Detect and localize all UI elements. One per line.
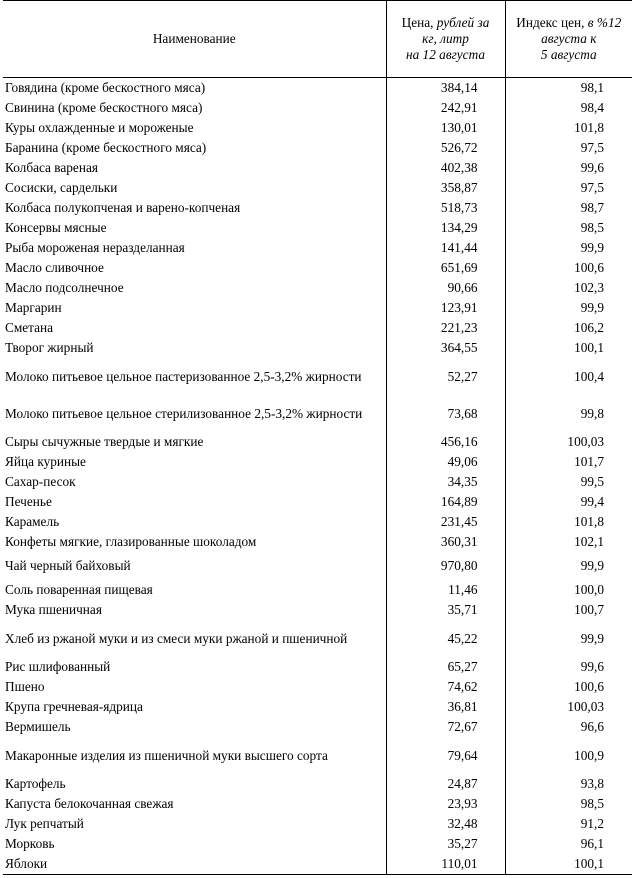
price-index-cell: 101,7 [505, 452, 632, 472]
price-cell: 231,45 [386, 512, 505, 532]
price-table [3, 0, 632, 875]
product-name-cell: Карамель [5, 514, 60, 529]
price-index-cell: 100,03 [505, 432, 632, 452]
product-name-cell: Макаронные изделия из пшеничной муки высшего сорта [5, 747, 328, 763]
price-index-cell: 98,7 [505, 198, 632, 218]
price-index-cell: 91,2 [505, 814, 632, 834]
header-price [386, 1, 505, 78]
price-cell: 24,87 [386, 774, 505, 794]
table-row [3, 600, 632, 620]
table-row [3, 178, 632, 198]
price-index-cell: 96,1 [505, 834, 632, 854]
header-index-line-1-plain: Индекс цен, [516, 15, 585, 30]
product-name-cell: Рис шлифованный [5, 659, 111, 674]
table-row [3, 717, 632, 737]
table-row [3, 532, 632, 552]
product-name-cell: Сосиски, сардельки [5, 180, 118, 195]
price-index-cell: 98,5 [505, 794, 632, 814]
header-index-line-1-italic: в %12 [587, 15, 622, 30]
price-cell: 36,81 [386, 697, 505, 717]
product-name-cell: Масло подсолнечное [5, 280, 124, 295]
price-cell: 123,91 [386, 298, 505, 318]
price-cell: 79,64 [386, 737, 505, 774]
table-row [3, 358, 632, 395]
product-name-cell: Конфеты мягкие, глазированные шоколадом [5, 534, 257, 549]
price-index-cell: 100,1 [505, 338, 632, 358]
price-cell: 35,27 [386, 834, 505, 854]
table-row [3, 657, 632, 677]
price-index-cell: 99,8 [505, 395, 632, 432]
product-name-cell: Мука пшеничная [5, 602, 102, 617]
price-cell: 130,01 [386, 118, 505, 138]
product-name-cell: Яйца куриные [5, 454, 86, 469]
table-row [3, 794, 632, 814]
header-price-line-1 [391, 15, 501, 31]
price-index-cell: 101,8 [505, 512, 632, 532]
table-row [3, 338, 632, 358]
table-row [3, 158, 632, 178]
product-name-cell: Вермишель [5, 719, 71, 734]
price-cell: 651,69 [386, 258, 505, 278]
price-cell: 141,44 [386, 238, 505, 258]
table-row [3, 118, 632, 138]
price-index-cell: 102,3 [505, 278, 632, 298]
product-name-cell: Свинина (кроме бескостного мяса) [5, 100, 203, 115]
product-name-cell: Молоко питьевое цельное пастеризованное 2,5-3,2% жирности [5, 368, 362, 384]
price-index-cell: 97,5 [505, 138, 632, 158]
product-name-cell: Сахар-песок [5, 474, 76, 489]
price-index-cell: 100,03 [505, 697, 632, 717]
header-price-line-3: на 12 августа [405, 47, 485, 62]
header-name-label: Наименование [152, 31, 236, 46]
price-cell: 110,01 [386, 854, 505, 875]
product-name-cell: Хлеб из ржаной муки и из смеси муки ржаной и пшеничной [5, 630, 348, 646]
price-cell: 49,06 [386, 452, 505, 472]
product-name-cell: Масло сливочное [5, 260, 104, 275]
table-row [3, 298, 632, 318]
table-row [3, 432, 632, 452]
header-index-line-1 [510, 15, 629, 31]
price-cell: 90,66 [386, 278, 505, 298]
price-index-cell: 99,9 [505, 620, 632, 657]
price-cell: 242,91 [386, 98, 505, 118]
price-cell: 11,46 [386, 580, 505, 600]
price-index-cell: 99,4 [505, 492, 632, 512]
price-index-cell: 100,4 [505, 358, 632, 395]
table-row [3, 737, 632, 774]
price-cell: 360,31 [386, 532, 505, 552]
header-row [3, 1, 632, 78]
product-name-cell: Колбаса вареная [5, 160, 98, 175]
price-cell: 23,93 [386, 794, 505, 814]
table-body [3, 78, 632, 875]
product-name-cell: Колбаса полукопченая и варено-копченая [5, 200, 241, 215]
price-index-cell: 100,6 [505, 258, 632, 278]
product-name-cell: Сыры сычужные твердые и мягкие [5, 434, 204, 449]
price-index-cell: 99,9 [505, 552, 632, 580]
price-index-cell: 98,1 [505, 78, 632, 99]
header-index-line-2: августа к [541, 31, 597, 46]
price-index-cell: 96,6 [505, 717, 632, 737]
table-row [3, 278, 632, 298]
product-name-cell: Морковь [5, 836, 55, 851]
price-cell: 35,71 [386, 600, 505, 620]
table-row [3, 552, 632, 580]
product-name-cell: Чай черный байховый [5, 558, 131, 573]
price-index-cell: 97,5 [505, 178, 632, 198]
product-name-cell: Капуста белокочанная свежая [5, 796, 174, 811]
product-name-cell: Консервы мясные [5, 220, 107, 235]
price-cell: 384,14 [386, 78, 505, 99]
header-price-line-2: кг, литр [422, 31, 469, 46]
price-index-cell: 99,6 [505, 158, 632, 178]
table-row [3, 318, 632, 338]
table-row [3, 198, 632, 218]
price-cell: 164,89 [386, 492, 505, 512]
table-row [3, 834, 632, 854]
price-cell: 134,29 [386, 218, 505, 238]
price-cell: 518,73 [386, 198, 505, 218]
product-name-cell: Молоко питьевое цельное стерилизованное 2,5-3,2% жирности [5, 405, 363, 421]
price-cell: 456,16 [386, 432, 505, 452]
price-cell: 402,38 [386, 158, 505, 178]
product-name-cell: Яблоки [3, 854, 386, 875]
price-index-cell: 93,8 [505, 774, 632, 794]
product-name-cell: Баранина (кроме бескостного мяса) [5, 140, 207, 155]
price-index-cell: 100,6 [505, 677, 632, 697]
table-row [3, 78, 632, 99]
table-row [3, 218, 632, 238]
price-cell: 364,55 [386, 338, 505, 358]
price-index-cell: 99,9 [505, 238, 632, 258]
header-index-line-3: 5 августа [540, 47, 597, 62]
price-index-cell: 100,9 [505, 737, 632, 774]
price-index-cell: 100,0 [505, 580, 632, 600]
table-row [3, 697, 632, 717]
table-row [3, 258, 632, 278]
product-name-cell: Картофель [5, 776, 66, 791]
table-row [3, 580, 632, 600]
product-name-cell: Соль поваренная пищевая [5, 582, 153, 597]
price-cell: 970,80 [386, 552, 505, 580]
table-header [3, 1, 632, 78]
product-name-cell: Печенье [5, 494, 52, 509]
price-cell: 358,87 [386, 178, 505, 198]
price-cell: 72,67 [386, 717, 505, 737]
price-index-cell: 98,4 [505, 98, 632, 118]
table-row [3, 677, 632, 697]
table-row [3, 98, 632, 118]
header-name [3, 1, 386, 78]
header-index [505, 1, 632, 78]
header-price-line-1-plain: Цена, [401, 15, 434, 30]
table-row [3, 512, 632, 532]
price-cell: 73,68 [386, 395, 505, 432]
product-name-cell: Рыба мороженая неразделанная [5, 240, 185, 255]
table-row [3, 238, 632, 258]
table-row [3, 620, 632, 657]
price-cell: 74,62 [386, 677, 505, 697]
product-name-cell: Лук репчатый [5, 816, 84, 831]
table-row [3, 452, 632, 472]
price-cell: 65,27 [386, 657, 505, 677]
product-name-cell: Куры охлажденные и мороженые [5, 120, 194, 135]
table-row [3, 814, 632, 834]
price-cell: 32,48 [386, 814, 505, 834]
price-index-cell: 100,1 [505, 854, 632, 875]
price-index-cell: 99,6 [505, 657, 632, 677]
price-index-cell: 98,5 [505, 218, 632, 238]
product-name-cell: Крупа гречневая-ядрица [5, 699, 143, 714]
product-name-cell: Сметана [5, 320, 54, 335]
table-row [3, 138, 632, 158]
price-cell: 221,23 [386, 318, 505, 338]
table-row [3, 472, 632, 492]
product-name-cell: Творог жирный [5, 340, 94, 355]
product-name-cell: Говядина (кроме бескостного мяса) [5, 80, 206, 95]
price-cell: 45,22 [386, 620, 505, 657]
price-index-cell: 106,2 [505, 318, 632, 338]
product-name-cell: Маргарин [5, 300, 62, 315]
header-price-line-1-italic: рублей за [436, 15, 490, 30]
price-cell: 52,27 [386, 358, 505, 395]
price-index-cell: 100,7 [505, 600, 632, 620]
table-row [3, 854, 632, 875]
price-index-cell: 102,1 [505, 532, 632, 552]
price-index-cell: 99,5 [505, 472, 632, 492]
table-row [3, 774, 632, 794]
table-row [3, 492, 632, 512]
product-name-cell: Пшено [5, 679, 45, 694]
price-index-cell: 101,8 [505, 118, 632, 138]
price-cell: 526,72 [386, 138, 505, 158]
price-cell: 34,35 [386, 472, 505, 492]
table-row [3, 395, 632, 432]
price-index-cell: 99,9 [505, 298, 632, 318]
